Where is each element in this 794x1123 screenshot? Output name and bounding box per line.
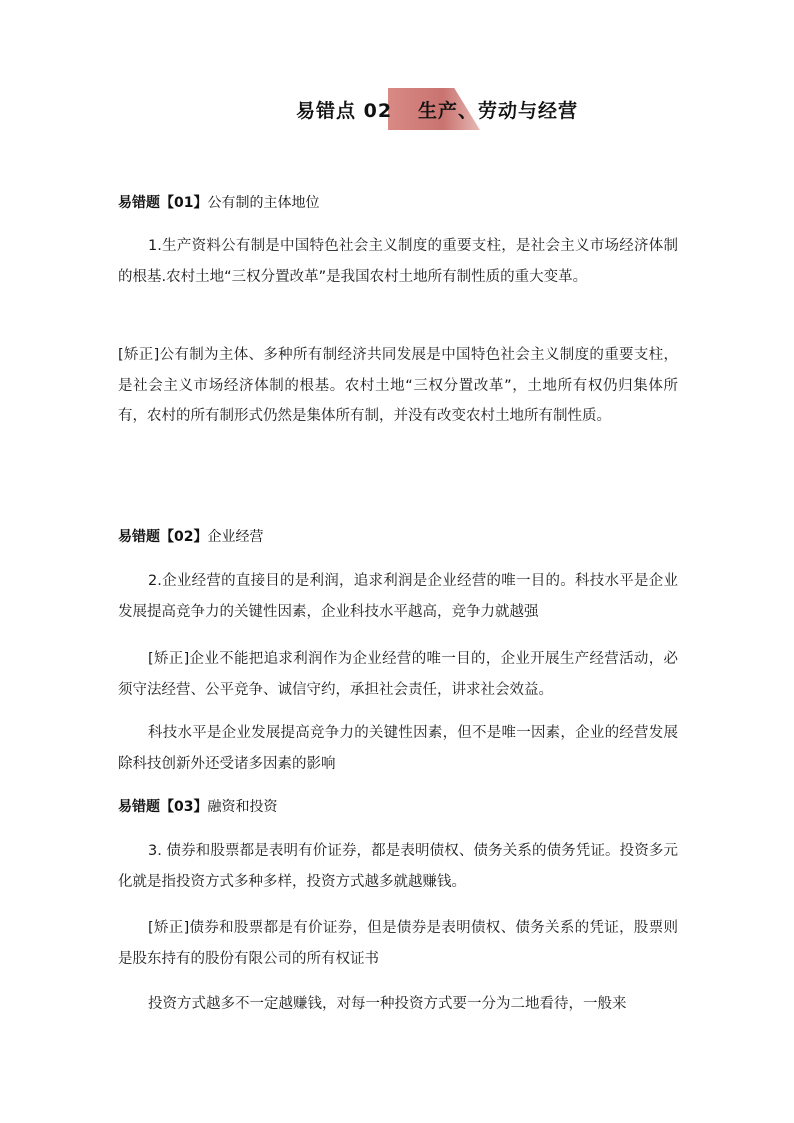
correction-text: [矫正]债券和股票都是有价证券，但是债券是表明债权、债务关系的凭证，股票则是股东持有的股份有限公司的所有权证书 xyxy=(118,920,678,967)
question-text: 1.生产资料公有制是中国特色社会主义制度的重要支柱，是社会主义市场经济体制的根基.农村土地“三权分置改革”是我国农村土地所有制性质的重大变革。 xyxy=(118,238,678,285)
section-tag: 易错题【01】 xyxy=(118,195,208,211)
section-heading-01 xyxy=(118,193,319,213)
page-title xyxy=(0,88,794,132)
section-topic: 融资和投资 xyxy=(207,799,278,815)
section-topic: 企业经营 xyxy=(207,529,264,545)
section-tag: 易错题【03】 xyxy=(118,799,208,815)
section-tag: 易错题【02】 xyxy=(118,529,208,545)
correction-text: [矫正]公有制为主体、多种所有制经济共同发展是中国特色社会主义制度的重要支柱，是社会主义市场经济体制的根基。农村土地“三权分置改革”，土地所有权仍归集体所有，农村的所有制形式仍然是集体所有制，并没有改变农村土地所有制性质。 xyxy=(118,347,678,424)
title-topic: 生产、劳动与经营 xyxy=(418,100,579,122)
section-heading-02 xyxy=(118,527,263,547)
correction-text-continued: 科技水平是企业发展提高竞争力的关键性因素，但不是唯一因素，企业的经营发展除科技创新外还受诸多因素的影响 xyxy=(118,725,678,772)
question-text: 2.企业经营的直接目的是利润，追求利润是企业经营的唯一目的。科技水平是企业发展提高竞争力的关键性因素，企业科技水平越高，竞争力就越强 xyxy=(118,573,678,620)
title-label: 易错点 02 xyxy=(296,100,393,122)
correction-text-continued: 投资方式越多不一定越赚钱，对每一种投资方式要一分为二地看待，一般来 xyxy=(148,996,627,1012)
section-heading-03 xyxy=(118,797,277,817)
section-topic: 公有制的主体地位 xyxy=(207,195,320,211)
correction-text: [矫正]企业不能把追求利润作为企业经营的唯一目的，企业开展生产经营活动，必须守法经营、公平竞争、诚信守约，承担社会责任，讲求社会效益。 xyxy=(118,651,678,698)
question-text: 3. 债券和股票都是表明有价证券，都是表明债权、债务关系的债务凭证。投资多元化就是指投资方式多种多样，投资方式越多就越赚钱。 xyxy=(118,843,678,890)
